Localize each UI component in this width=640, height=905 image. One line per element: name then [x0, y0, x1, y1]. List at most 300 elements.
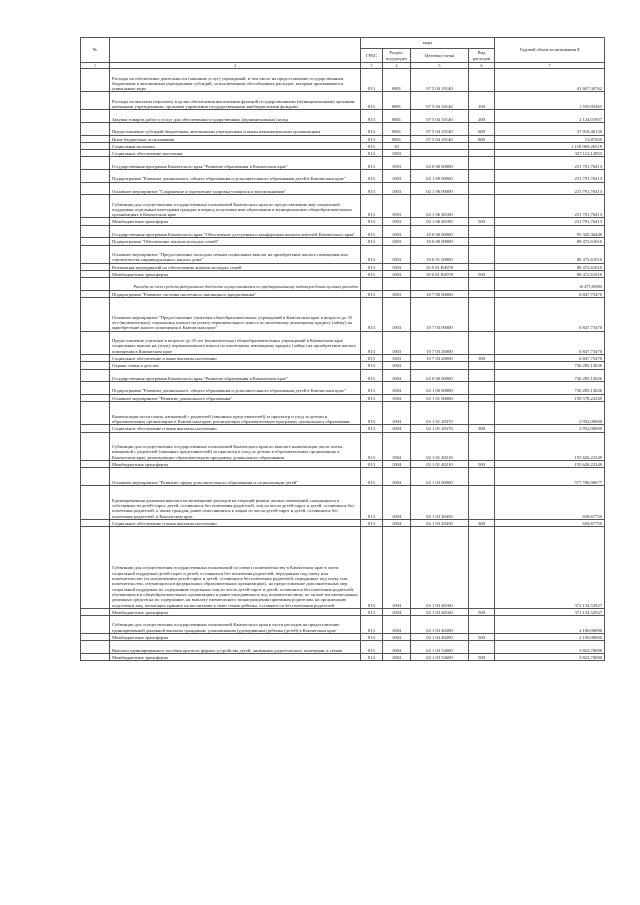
table-row	[81, 616, 605, 634]
row-name: Предоставление субсидий бюджетным, автономным учреждениям и иным некоммерческим организациям	[110, 122, 361, 135]
row-grbs	[361, 278, 383, 291]
row-target: 02 1 01 20370	[411, 402, 469, 425]
row-section: 0801	[383, 122, 411, 135]
row-target	[411, 362, 469, 369]
table-row	[81, 354, 605, 361]
row-target: 10 6 01 00000	[411, 245, 469, 263]
row-grbs: 813	[361, 69, 383, 92]
row-target: 02 1 03 40200	[411, 616, 469, 634]
row-exp-type	[469, 468, 495, 486]
row-section: 1004	[383, 641, 411, 654]
row-grbs: 813	[361, 218, 383, 225]
row-amount: 2 124,01957	[495, 110, 605, 123]
row-amount: 6 847,75470	[495, 354, 605, 361]
header-name	[110, 38, 361, 63]
row-number	[81, 122, 110, 135]
row-grbs: 813	[361, 122, 383, 135]
row-number	[81, 461, 110, 468]
row-section: 10	[383, 142, 411, 149]
row-section: 0801	[383, 92, 411, 110]
row-target: 10 0 00 00000	[411, 225, 469, 238]
row-grbs: 813	[361, 402, 383, 425]
row-name: Предоставление учителям в возрасте до 35 лет (включительно) общеобразовательных учреждений в Камчатском крае социальных выплат на уплату первоначального взноса по ипотечному жилищному кредиту (займу) на приобретение жилого помещения в Камчатском крае	[110, 331, 361, 354]
row-exp-type	[469, 142, 495, 149]
row-number	[81, 225, 110, 238]
row-exp-type: 500	[469, 634, 495, 641]
row-grbs: 813	[361, 110, 383, 123]
row-section: 1003	[383, 182, 411, 195]
row-target: 10 6 01 R4970	[411, 263, 469, 270]
table-row	[81, 218, 605, 225]
row-target: 02 1 03 20450	[411, 486, 469, 520]
row-target: 02 1 01 40210	[411, 461, 469, 468]
table-row	[81, 634, 605, 641]
row-section: 1004	[383, 362, 411, 369]
row-grbs: 813	[361, 634, 383, 641]
row-exp-type	[469, 170, 495, 183]
row-grbs: 813	[361, 290, 383, 297]
row-number	[81, 195, 110, 218]
table-row	[81, 170, 605, 183]
row-amount: 2 100,00000	[495, 616, 605, 634]
row-exp-type	[469, 245, 495, 263]
row-number	[81, 69, 110, 92]
table-row	[81, 369, 605, 382]
row-number	[81, 641, 110, 654]
table-row	[81, 195, 605, 218]
row-amount: 1 550,95465	[495, 92, 605, 110]
row-number	[81, 634, 110, 641]
row-exp-type	[469, 150, 495, 157]
table-row	[81, 150, 605, 157]
row-section: 0801	[383, 69, 411, 92]
row-section: 1004	[383, 634, 411, 641]
table-row	[81, 297, 605, 331]
table-row	[81, 270, 605, 277]
table-row	[81, 468, 605, 486]
table-row	[81, 142, 605, 149]
row-target: 02 1 03 00000	[411, 468, 469, 486]
row-number	[81, 354, 110, 361]
row-amount: 231 791,76413	[495, 218, 605, 225]
row-target: 02 1 03 40160	[411, 527, 469, 609]
row-exp-type: 500	[469, 653, 495, 660]
note-row	[81, 278, 605, 291]
row-name: Подпрограмма "Развитие дошкольного, общего образования и дополнительного образования детей в Камчатском крае"	[110, 382, 361, 395]
row-section: 1003	[383, 331, 411, 354]
row-target: 10 6 00 00000	[411, 238, 469, 245]
row-exp-type	[469, 616, 495, 634]
row-amount: 2 952,00000	[495, 425, 605, 432]
row-grbs: 813	[361, 92, 383, 110]
row-amount: 6 847,75470	[495, 331, 605, 354]
row-amount: 658,67750	[495, 486, 605, 520]
table-row	[81, 402, 605, 425]
row-exp-type	[469, 290, 495, 297]
table-row	[81, 69, 605, 92]
row-target: 02 0 00 00000	[411, 369, 469, 382]
table-row	[81, 238, 605, 245]
row-name: Субвенции для осуществления государственных полномочий Камчатского края по предоставлению мер социальной поддержки отдельным категориям граждан в период получения ими образования в муниципальных общеобразовательных организациях в Камчатском крае	[110, 195, 361, 218]
row-exp-type	[469, 263, 495, 270]
row-target: 10 7 03 00000	[411, 297, 469, 331]
row-exp-type	[469, 225, 495, 238]
row-grbs: 813	[361, 394, 383, 401]
row-exp-type: 100	[469, 92, 495, 110]
row-number	[81, 297, 110, 331]
row-amount: 736 285,13026	[495, 362, 605, 369]
table-row	[81, 653, 605, 660]
row-grbs: 813	[361, 195, 383, 218]
row-grbs: 813	[361, 468, 383, 486]
row-number	[81, 369, 110, 382]
row-number	[81, 527, 110, 609]
row-exp-type: 300	[469, 425, 495, 432]
row-target: 07 5 04 10140	[411, 92, 469, 110]
row-section: 1003	[383, 195, 411, 218]
row-exp-type	[469, 238, 495, 245]
header-exp-type: Вид расходов	[469, 49, 495, 63]
row-name: Выплата единовременного пособия при всех формах устройства детей, лишенных родительского попечения, в семью	[110, 641, 361, 654]
row-number	[81, 486, 110, 520]
row-name: Основное мероприятие "Развитие сферы дополнительного образования и социализации детей"	[110, 468, 361, 486]
row-amount: 658,67750	[495, 520, 605, 527]
row-grbs: 813	[361, 425, 383, 432]
row-name: Подпрограмма "Развитие системы ипотечного жилищного кредитования"	[110, 290, 361, 297]
row-section: 1004	[383, 653, 411, 660]
row-section: 1003	[383, 354, 411, 361]
row-grbs: 813	[361, 142, 383, 149]
row-grbs: 813	[361, 182, 383, 195]
row-amount: 88 472,61010	[495, 270, 605, 277]
row-target	[411, 150, 469, 157]
table-row	[81, 135, 605, 142]
table-row	[81, 608, 605, 615]
row-grbs: 813	[361, 263, 383, 270]
row-section: 1003	[383, 238, 411, 245]
row-number	[81, 157, 110, 170]
row-target: 02 1 06 40180	[411, 218, 469, 225]
table-row	[81, 122, 605, 135]
row-section: 1003	[383, 150, 411, 157]
header-codes: коды	[361, 38, 495, 49]
row-name: Государственная программа Камчатского края "Обеспечение доступным и комфортным жильем жителей Камчатского края"	[110, 225, 361, 238]
row-section: 1003	[383, 218, 411, 225]
row-name: Межбюджетные трансферты	[110, 608, 361, 615]
row-number	[81, 382, 110, 395]
row-section: 1004	[383, 432, 411, 461]
row-amount: 95 320,36440	[495, 225, 605, 238]
row-target: 10 7 00 00000	[411, 290, 469, 297]
row-number	[81, 110, 110, 123]
row-name: Субвенции для осуществления государственных полномочий Камчатского края в части расходов на предоставление единовременной денежной выплаты гражданам, усыновившим (удочерившим) ребенка (детей) в Камчатском крае	[110, 616, 361, 634]
table-row	[81, 245, 605, 263]
row-name: Единовременная денежная выплата на возмещение расходов на текущий ремонт жилых помещений, находящихся в собственности детей-сирот, детей, оставшихся без попечения родителей, лиц из числа детей-сирот и детей, оставшихся без попечения родителей, а также граждан, ранее относившихся к лицам из числа детей-сирот и детей, оставшихся без попечения родителей, в Камчатском крае	[110, 486, 361, 520]
row-section: 1004	[383, 402, 411, 425]
row-number	[81, 402, 110, 425]
row-name: Охрана семьи и детства	[110, 362, 361, 369]
row-exp-type: 600	[469, 122, 495, 135]
row-amount: 1 118 969,26519	[495, 142, 605, 149]
row-number	[81, 245, 110, 263]
row-section: 1003	[383, 245, 411, 263]
row-name: Межбюджетные трансферты	[110, 218, 361, 225]
colnum: 4	[383, 63, 411, 69]
row-section: 1004	[383, 369, 411, 382]
row-grbs: 813	[361, 382, 383, 395]
row-amount: 41 607,30762	[495, 69, 605, 92]
row-amount: 88 472,61010	[495, 263, 605, 270]
table-row	[81, 461, 605, 468]
row-grbs: 813	[361, 653, 383, 660]
row-amount: 371 134,52927	[495, 608, 605, 615]
row-exp-type: 800	[469, 135, 495, 142]
row-target: 02 1 03 40200	[411, 634, 469, 641]
row-exp-type: 300	[469, 520, 495, 527]
row-target: 02 0 00 00000	[411, 157, 469, 170]
row-number	[81, 608, 110, 615]
row-name: Социальное обеспечение и иные выплаты населению	[110, 354, 361, 361]
row-amount: 231 791,76413	[495, 195, 605, 218]
row-section: 1004	[383, 461, 411, 468]
row-amount: 327 112,12853	[495, 150, 605, 157]
row-exp-type: 300	[469, 354, 495, 361]
row-number	[81, 468, 110, 486]
table-row	[81, 527, 605, 609]
row-section: 1004	[383, 394, 411, 401]
row-section: 1003	[383, 297, 411, 331]
colnum: 3	[361, 63, 383, 69]
row-name: Реализация мероприятий по обеспечению жильем молодых семей	[110, 263, 361, 270]
row-amount: 231 791,76413	[495, 182, 605, 195]
row-amount: 231 791,76413	[495, 157, 605, 170]
row-exp-type	[469, 641, 495, 654]
row-amount: 158 578,22349	[495, 394, 605, 401]
row-name: Расходы на обеспечение деятельности (оказание услуг) учреждений, в том числе на предоставление государственным бюджетным и автономным учреждениям субсидий, за исключением обособленных расходов, которым присваиваются уникальные коды	[110, 69, 361, 92]
row-amount: 3 823,70000	[495, 653, 605, 660]
header-grbs: ГРБС	[361, 49, 383, 63]
row-number	[81, 425, 110, 432]
row-grbs: 813	[361, 369, 383, 382]
row-name: Государственная программа Камчатского края "Развитие образования в Камчатском крае"	[110, 157, 361, 170]
row-exp-type: 500	[469, 608, 495, 615]
row-name: Подпрограмма "Развитие дошкольного, общего образования и дополнительного образования детей в Камчатском крае"	[110, 170, 361, 183]
row-amount: 13,87200	[495, 135, 605, 142]
row-number	[81, 238, 110, 245]
row-number	[81, 331, 110, 354]
row-number	[81, 150, 110, 157]
row-name: Подпрограмма "Обеспечение жильем молодых семей"	[110, 238, 361, 245]
row-grbs: 813	[361, 354, 383, 361]
row-section: 1004	[383, 520, 411, 527]
row-amount: 736 285,13026	[495, 382, 605, 395]
row-exp-type	[469, 182, 495, 195]
table-row	[81, 290, 605, 297]
row-target: 10 7 03 20000	[411, 331, 469, 354]
table-row	[81, 331, 605, 354]
row-amount: 231 791,76413	[495, 170, 605, 183]
row-grbs: 813	[361, 331, 383, 354]
row-name: Иные бюджетные ассигнования	[110, 135, 361, 142]
row-grbs: 813	[361, 245, 383, 263]
table-row	[81, 486, 605, 520]
row-target: 10 7 03 20000	[411, 354, 469, 361]
row-grbs: 813	[361, 297, 383, 331]
row-number	[81, 270, 110, 277]
row-name: Расходы за счет средств федерального бюджета осуществляются по предварительному подтверждению целевых расходов	[110, 278, 361, 291]
row-number	[81, 142, 110, 149]
row-target: 07 5 04 10140	[411, 122, 469, 135]
row-amount: 577 706,90677	[495, 468, 605, 486]
row-name: Социальное обеспечение и иные выплаты населению	[110, 425, 361, 432]
row-name: Межбюджетные трансферты	[110, 461, 361, 468]
header-num: №	[81, 38, 110, 63]
budget-table	[80, 37, 605, 661]
row-name: Социальное обеспечение населения	[110, 150, 361, 157]
row-number	[81, 218, 110, 225]
row-amount: 2 952,00000	[495, 402, 605, 425]
row-name: Социальное обеспечение и иные выплаты населению	[110, 520, 361, 527]
row-grbs: 813	[361, 527, 383, 609]
row-grbs: 813	[361, 608, 383, 615]
table-row	[81, 394, 605, 401]
row-amount: 88 472,61010	[495, 238, 605, 245]
row-section: 1004	[383, 468, 411, 486]
table-row	[81, 641, 605, 654]
table-row	[81, 157, 605, 170]
table-row	[81, 182, 605, 195]
row-target: 10 6 01 R4970	[411, 270, 469, 277]
row-exp-type: 500	[469, 270, 495, 277]
row-target: 02 1 01 40210	[411, 432, 469, 461]
row-name: Компенсация части платы, взимаемой с родителей (законных представителей) за присмотр и уход за детьми в образовательных организациях в Камчатском крае, реализующих образовательную программу дошкольного образования	[110, 402, 361, 425]
row-number	[81, 182, 110, 195]
row-target: 07 5 04 10140	[411, 135, 469, 142]
row-name: Межбюджетные трансферты	[110, 270, 361, 277]
row-name: Основное мероприятие "Сохранение и укрепление здоровья учащихся и воспитанников"	[110, 182, 361, 195]
row-exp-type: 500	[469, 218, 495, 225]
row-exp-type	[469, 402, 495, 425]
row-section: 1004	[383, 425, 411, 432]
colnum: 7	[495, 63, 605, 69]
row-grbs: 813	[361, 270, 383, 277]
row-exp-type	[469, 297, 495, 331]
table-row	[81, 225, 605, 238]
colnum: 1	[81, 63, 110, 69]
row-amount: 3 823,70000	[495, 641, 605, 654]
row-grbs: 813	[361, 135, 383, 142]
row-number	[81, 135, 110, 142]
row-name: Межбюджетные трансферты	[110, 653, 361, 660]
row-name: Субвенции для осуществления государственных полномочий Камчатского края по выплате компенсации части платы, взимаемой с родителей (законных представителей) за присмотр и уход за детьми в образовательных организациях в Камчатском крае, реализующих образовательную программу дошкольного образования	[110, 432, 361, 461]
row-target: 02 1 03 40160	[411, 608, 469, 615]
row-amount: 88 472,61010	[495, 245, 605, 263]
row-number	[81, 394, 110, 401]
row-target: 02 1 00 00000	[411, 382, 469, 395]
row-target: 02 1 03 20450	[411, 520, 469, 527]
row-name: Субвенции для осуществления государственных полномочий по опеке и попечительству в Камчатском крае в части социальной поддержки детей-сирот и детей, оставшихся без попечения родителей, переданных под опеку или попечительство (за исключением детей-сирот и детей, оставшихся без попечения родителей, переданных под опеку или попечительство, обучающихся в федеральных образовательных организациях), на предоставление дополнительных мер социальной поддержки по содержанию отдельных лиц из числа детей-сирот и детей, оставшихся без попечения родителей, обучающихся в общеобразовательных организациях и ранее находившихся под попечительством, по оплате им ежемесячных денежных средств на их содержание, на выплату ежемесячного вознаграждения приемным родителям, на организацию подготовки лиц, желающих принять на воспитание в свою семью ребенка, оставшегося без попечения родителей	[110, 527, 361, 609]
row-amount: 736 285,13026	[495, 369, 605, 382]
row-amount: 6 847,75470	[495, 290, 605, 297]
row-amount: 155 626,22349	[495, 461, 605, 468]
row-section: 1004	[383, 608, 411, 615]
row-section: 1003	[383, 270, 411, 277]
row-target: 02 1 00 00000	[411, 170, 469, 183]
row-target: 02 1 03 52600	[411, 641, 469, 654]
row-exp-type	[469, 195, 495, 218]
row-name: Расходы на выплаты персоналу в целях обеспечения выполнения функций государственными (муниципальными) органами, казенными учреждениями, органами управления государственными внебюджетными фондами	[110, 92, 361, 110]
table-row	[81, 263, 605, 270]
row-name: Социальная политика	[110, 142, 361, 149]
row-exp-type	[469, 69, 495, 92]
row-exp-type: 500	[469, 461, 495, 468]
row-exp-type	[469, 382, 495, 395]
row-section: 0801	[383, 135, 411, 142]
row-target: 07 5 04 10140	[411, 110, 469, 123]
row-section: 1003	[383, 225, 411, 238]
row-grbs: 813	[361, 616, 383, 634]
row-grbs: 813	[361, 641, 383, 654]
row-section	[383, 278, 411, 291]
row-grbs: 813	[361, 225, 383, 238]
header-amount: Годовой объем ассигнования $	[495, 38, 605, 63]
row-number	[81, 432, 110, 461]
row-name: Закупка товаров, работ и услуг для обеспечения государственных (муниципальных) нужд	[110, 110, 361, 123]
row-section: 1004	[383, 486, 411, 520]
row-target: 02 1 01 00000	[411, 394, 469, 401]
row-amount: 155 626,22349	[495, 432, 605, 461]
row-number	[81, 170, 110, 183]
row-amount: 371 134,52927	[495, 527, 605, 609]
row-target: 02 1 06 40180	[411, 195, 469, 218]
row-name: Основное мероприятие "Развитие дошкольного образования"	[110, 394, 361, 401]
row-exp-type	[469, 157, 495, 170]
table-row	[81, 425, 605, 432]
table-body	[81, 69, 605, 661]
row-number	[81, 362, 110, 369]
row-number	[81, 92, 110, 110]
row-exp-type	[469, 486, 495, 520]
table-row	[81, 362, 605, 369]
row-grbs: 813	[361, 157, 383, 170]
row-exp-type	[469, 331, 495, 354]
row-section: 1003	[383, 170, 411, 183]
table-header	[81, 38, 605, 69]
header-section: Раздел, под-раздел	[383, 49, 411, 63]
row-name: Основное мероприятие "Предоставление учителям общеобразовательных учреждений в Камчатском крае в возрасте до 35 лет (включительно) социальных выплат на уплату первоначального взноса по ипотечному жилищному кредиту (займу) на приобретение жилого помещения в Камчатском крае"	[110, 297, 361, 331]
colnum: 6	[469, 63, 495, 69]
table-row	[81, 382, 605, 395]
row-grbs: 813	[361, 461, 383, 468]
row-target	[411, 278, 469, 291]
table-row	[81, 110, 605, 123]
row-exp-type	[469, 362, 495, 369]
row-number	[81, 653, 110, 660]
row-section: 1004	[383, 527, 411, 609]
row-exp-type	[469, 432, 495, 461]
row-grbs: 813	[361, 150, 383, 157]
row-target: 02 1 06 00000	[411, 182, 469, 195]
row-name: Основное мероприятие "Предоставление молодым семьям социальных выплат на приобретение жилого помещения или строительство индивидуального жилого дома"	[110, 245, 361, 263]
row-section: 0801	[383, 110, 411, 123]
row-grbs: 813	[361, 238, 383, 245]
row-exp-type	[469, 394, 495, 401]
row-section: 1004	[383, 382, 411, 395]
row-exp-type: 200	[469, 110, 495, 123]
row-amount: 2 100,00000	[495, 634, 605, 641]
colnum: 5	[411, 63, 469, 69]
row-number	[81, 278, 110, 291]
